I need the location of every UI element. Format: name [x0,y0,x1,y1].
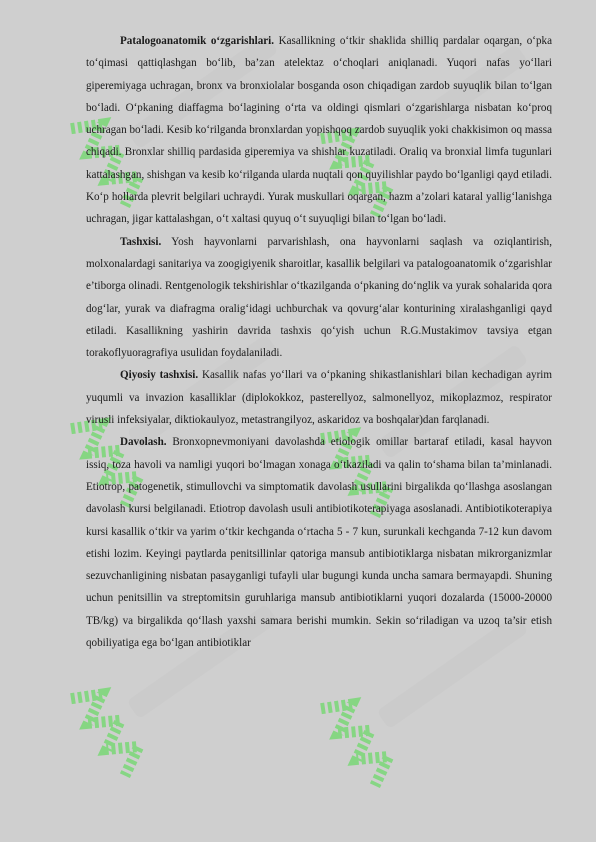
paragraph-heading: Qiyosiy tashxisi. [120,369,199,382]
paragraph-text: Bronxopnevmoniyani davolashda etiologik omillar bartaraf etiladi, kasal hayvon issiq, toza havoli va namligi yuqori bo‘lmagan xonaga o‘tkaziladi va qalin to‘shama bilan ta’minlanadi. Etiotrop, patogenetik, stimullovchi va simptomatik davolash usullarini birgalikda qo‘llashga asoslangan davolash kursi belgilanadi. Etiotrop davolash usuli antibiotikoterapiyaga asoslanadi. Antibiotikoterapiya kursi kasallik o‘tkir va yarim o‘tkir kechganda o‘rtacha 5 - 7 kun, surunkali kechganda 7-12 kun davom etishi lozim. Keyingi paytlarda penitsillinlar qatoriga mansub antibiotiklarga nisbatan mikrorganizmlar sezuvchanligining nisbatan pasayganligi tufayli ular bugungi kunda uncha samara bermayapdi. Shuning uchun penitsillin va streptomitsin guruhlariga mansub antibiotiklarni yuqori dozalarda (15000-20000 TB/kg) va birgalikda qo‘llash yaxshi samara berishi mumkin. Sekin so‘riladigan va uzoq ta’sir etish qobiliyatiga ega bo‘lgan antibiotiklar [86,436,552,650]
paragraph-patologoanatomik [86,30,552,231]
paragraph-davolash [86,431,552,654]
paragraph-heading: Patalogoanatomik o‘zgarishlari. [120,35,275,47]
paragraph-heading: Davolash. [120,436,167,449]
paragraph-tashxisi [86,231,552,365]
paragraph-text: Kasallik nafas yo‘llari va o‘pkaning shikastlanishlari bilan kechadigan ayrim yuqumli va invazion kasalliklar (diplokokkoz, pasterellyoz, salmonellyoz, mikoplazmoz, respirator virusli infeksiyalar, diktiokaulyoz, metastrangilyoz, askaridoz va boshqalar)dan farqlanadi. [86,369,552,427]
paragraph-text: Kasallikning o‘tkir shaklida shilliq pardalar oqargan, o‘pka to‘qimasi qattiqlashgan bo‘lib, ba’zan atelektaz o‘choqlari aniqlanadi. Yuqori nafas yo‘llari giperemiyaga uchragan, bronx va bronxiolalar bosganda oson chiqadigan zardob suyuqlik bilan to‘lgan bo‘ladi. O‘pkaning diaffagma bo‘lagining o‘rta va oldingi qismlari o‘zgarishlarga nisbatan ko‘proq uchragan bo‘ladi. Kesib ko‘rilganda bronxlardan yopishqoq zardob suyuqlik yoki chakkisimon oq massa chiqadi. Bronxlar shilliq pardasida giperemiya va shishlar kuzatiladi. Oraliq va bronxial limfa tugunlari kattalashgan, shishgan va kesib ko‘rilganda ularda nuqtali qon quyilishlar paydo bo‘lganligi qayd etiladi. Ko‘p hollarda plevrit belgilari uchraydi. Yurak muskullari oqargan, hazm a’zolari kataral yallig‘lanishga uchragan, jigar kattalashgan, o‘t xaltasi quyuq o‘t suyuqligi bilan to‘lgan bo‘ladi. [86,35,552,226]
paragraph-text: Yosh hayvonlarni parvarishlash, ona hayvonlarni saqlash va oziqlantirish, molxonalardagi sanitariya va zoogigiyenik sharoitlar, kasallik belgilari va patalogoanatomik o‘zgarishlar e’tiborga olinadi. Rentgenologik tekshirishlar o‘tkazilganda o‘pkaning do‘nglik va yurak sohalarida qora dog‘lar, yurak va diafragma oralig‘idagi uchburchak va qovurg‘alar konturining xiralashganligi qayd etiladi. Kasallikning yashirin davrida tashxis qo‘yish uchun R.G.Mustakimov tavsiya etgan torakoflyuoragrafiya usulidan foydalaniladi. [86,235,552,360]
paragraph-qiyosiy-tashxisi [86,364,552,431]
paragraph-heading: Tashxisi. [120,235,162,248]
document-body [86,30,552,654]
